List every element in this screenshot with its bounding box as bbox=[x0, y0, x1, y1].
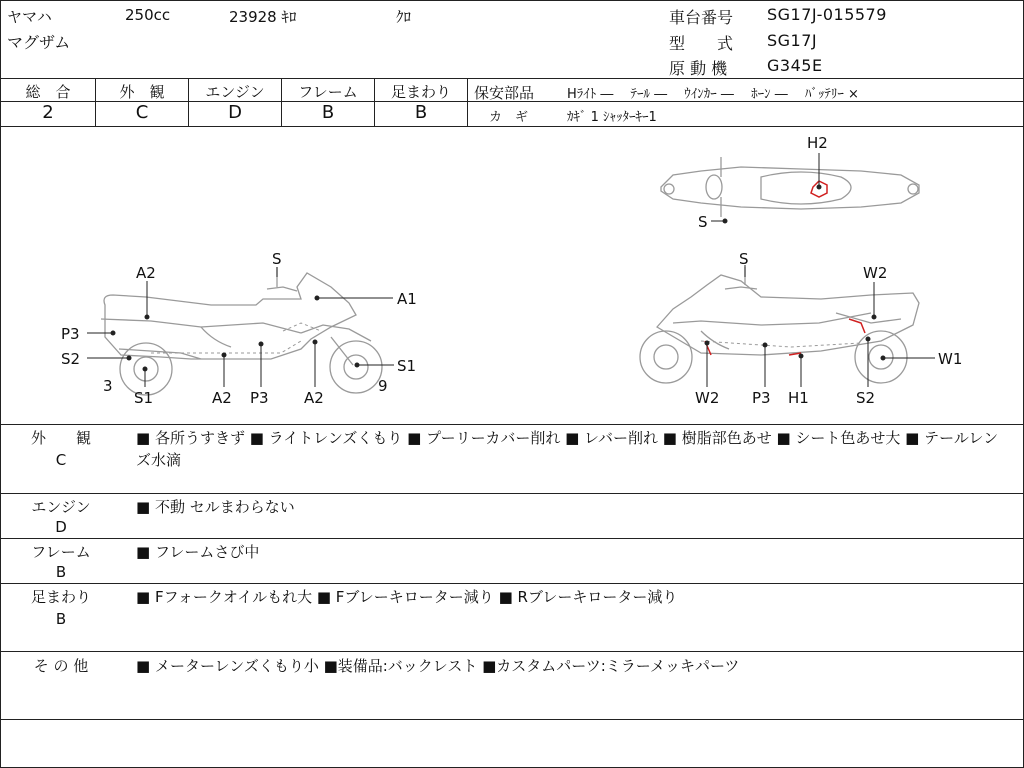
mark-label: S2 bbox=[856, 389, 876, 407]
marker-labels bbox=[61, 134, 962, 407]
mark-label: S1 bbox=[134, 389, 154, 407]
divider bbox=[1, 493, 1023, 494]
key-label: カ ギ bbox=[489, 110, 529, 125]
section-engine-text: ■ 不動 セルまわらない bbox=[136, 498, 295, 516]
grade-exterior-label: 外 観 bbox=[119, 83, 165, 101]
divider bbox=[1, 538, 1023, 539]
right-side-dots bbox=[701, 341, 861, 347]
divider bbox=[1, 78, 1023, 79]
left-side-view bbox=[101, 267, 382, 395]
mark-label: S1 bbox=[397, 357, 417, 375]
section-suspension-grade: B bbox=[55, 610, 67, 628]
divider bbox=[1, 424, 1023, 425]
key-value: ｶｷﾞ 1 ｼｬｯﾀｰｷｰ1 bbox=[567, 110, 657, 125]
divider bbox=[1, 651, 1023, 652]
maker: ヤマハ bbox=[7, 8, 52, 26]
section-frame-label: フレーム bbox=[31, 543, 91, 561]
divider bbox=[1, 719, 1023, 720]
divider bbox=[1, 583, 1023, 584]
mark-label: P3 bbox=[61, 325, 80, 343]
section-frame-text: ■ フレームさび中 bbox=[136, 543, 260, 561]
damage-diagram bbox=[1, 127, 1023, 424]
mark-label: W1 bbox=[938, 350, 963, 368]
grade-frame-value: B bbox=[321, 102, 335, 123]
type-label: 型 式 bbox=[669, 34, 734, 53]
displacement: 250cc bbox=[125, 6, 171, 24]
type-value: SG17J bbox=[767, 31, 818, 50]
mark-label: S bbox=[739, 250, 749, 268]
mark-label: P3 bbox=[250, 389, 269, 407]
safety-label: 保安部品 bbox=[474, 84, 535, 102]
section-exterior-label: 外 観 bbox=[30, 429, 91, 447]
safety-items: Hﾗｲﾄ ― ﾃｰﾙ ― ｳｲﾝｶｰ ― ﾎｰﾝ ― ﾊﾞｯﾃﾘｰ × bbox=[567, 87, 859, 102]
section-suspension-label: 足まわり bbox=[30, 588, 91, 606]
section-engine-grade: D bbox=[55, 518, 67, 536]
section-exterior-text: ■ 各所うすきず ■ ライトレンズくもり ■ プーリーカバー削れ ■ レバー削れ ■ 樹脂部色あせ ■ シート色あせ大 ■ テールレンズ水滴 bbox=[136, 429, 999, 469]
color: ｸﾛ bbox=[396, 8, 412, 26]
section-other-text: ■ メーターレンズくもり小 ■装備品:バックレスト ■カスタムパーツ:ミラーメッキパーツ bbox=[136, 657, 740, 675]
mark-label: H2 bbox=[807, 134, 828, 152]
grade-suspension-value: B bbox=[414, 102, 428, 123]
mileage: 23928 ｷﾛ bbox=[229, 8, 297, 26]
section-engine-label: エンジン bbox=[31, 498, 91, 516]
mark-label: H1 bbox=[788, 389, 809, 407]
section-other-label: そ の 他 bbox=[33, 657, 89, 675]
mark-label: 9 bbox=[378, 377, 388, 395]
top-view bbox=[661, 157, 919, 217]
engine-label: 原 動 機 bbox=[669, 59, 728, 78]
section-suspension-text: ■ Fフォークオイルもれ大 ■ Fブレーキローター減り ■ Rブレーキローター減り bbox=[136, 588, 678, 606]
mark-label: P3 bbox=[752, 389, 771, 407]
engine-value: G345E bbox=[767, 56, 823, 75]
mark-label: W2 bbox=[695, 389, 720, 407]
mark-label: A2 bbox=[136, 264, 156, 282]
grade-engine-value: D bbox=[228, 102, 242, 123]
grade-exterior-value: C bbox=[135, 102, 149, 123]
grade-total-value: 2 bbox=[42, 102, 54, 123]
mark-label: S bbox=[272, 250, 282, 268]
mark-label: 3 bbox=[103, 377, 113, 395]
left-side-dots bbox=[151, 323, 321, 353]
mark-label: A2 bbox=[304, 389, 324, 407]
section-frame-grade: B bbox=[55, 563, 67, 581]
front-wheel bbox=[640, 331, 692, 383]
mark-label: A1 bbox=[397, 290, 417, 308]
mark-label: S2 bbox=[61, 350, 81, 368]
grade-suspension-label: 足まわり bbox=[390, 83, 451, 101]
divider bbox=[467, 78, 468, 126]
mark-label: S bbox=[698, 213, 708, 231]
mark-label: A2 bbox=[212, 389, 232, 407]
grade-engine-label: エンジン bbox=[205, 83, 265, 101]
frame-no-label: 車台番号 bbox=[669, 8, 734, 27]
grade-total-label: 総 合 bbox=[25, 83, 71, 101]
frame-no: SG17J-015579 bbox=[767, 5, 887, 24]
right-side-view bbox=[640, 267, 919, 383]
grade-frame-label: フレーム bbox=[298, 83, 358, 101]
section-exterior-grade: C bbox=[55, 451, 67, 469]
model-name: マグザム bbox=[7, 33, 71, 52]
mark-label: W2 bbox=[863, 264, 888, 282]
